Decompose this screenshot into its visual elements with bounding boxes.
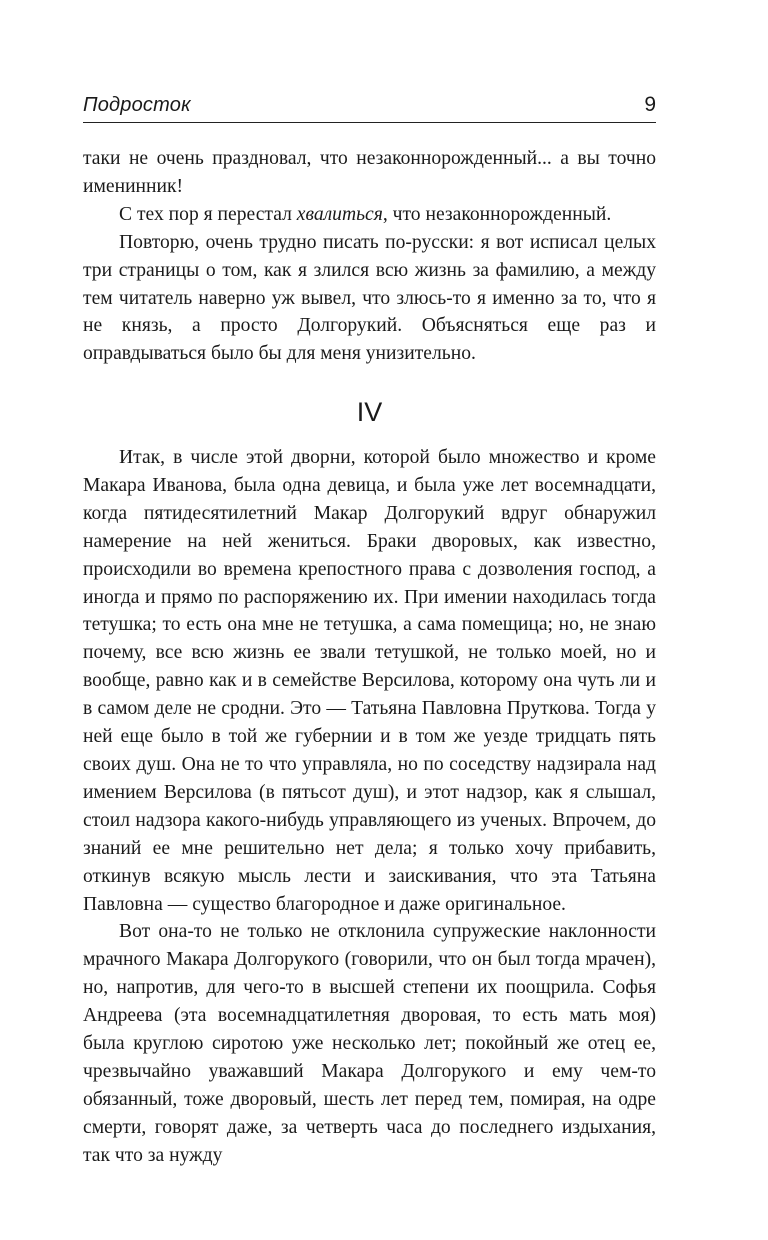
paragraph-boasting-start: С тех пор я перестал xyxy=(119,203,297,225)
page-number: 9 xyxy=(644,93,656,116)
text-block-top xyxy=(83,145,656,368)
chapter-heading: IV xyxy=(356,397,383,427)
emphasized-word: хвалиться xyxy=(296,203,383,225)
paragraph-writing-russian: Повторю, очень трудно писать по-русски: я вот исписал целых три страницы о том, как я злился всю жизнь за фамилию, а между тем читатель наверно уж вывел, что злюсь-то я именно за то, что я не князь, а просто Долгорукий. Объясняться еще раз и оправдываться было бы для меня унизительно. xyxy=(83,231,656,365)
running-header xyxy=(83,90,656,123)
paragraph-household: Итак, в числе этой дворни, которой было множество и кроме Макара Иванова, была одна девица, и была уже лет восемнадцати, когда пятидесятилетний Макар Долгорукий вдруг обнаружил намерение на ней жениться. Браки дворовых, как известно, происходили во времена крепостного права с дозволения господ, а иногда и прямо по распоряжению их. При имении находилась тогда тетушка; то есть она мне не тетушка, а сама помещица; но, не знаю почему, все всю жизнь ее звали тетушкой, не только моей, но и вообще, равно как и в семействе Версилова, которому она чуть ли и в самом деле не сродни. Это — Татьяна Павловна Пруткова. Тогда у ней еще было в той же губернии и в том же уезде тридцать пять своих душ. Она не то что управляла, но по соседству надзирала над имением Версилова (в пятьсот душ), и этот надзор, как я слышал, стоил надзора какого-нибудь управляющего из ученых. Впрочем, до знаний ее мне решительно нет дела; я только хочу прибавить, откинув всякую мысль лести и заискивания, что эта Татьяна Павловна — существо благородное и даже оригинальное. xyxy=(83,447,656,915)
paragraph-marriage: Вот она-то не только не отклонила супружеские наклонности мрачного Макара Долгорукого (говорили, что он был тогда мрачен), но, напротив, для чего-то в высшей степени их поощрила. Софья Андреева (эта восемнадцатилетняя дворовая, то есть мать моя) была круглою сиротою уже несколько лет; покойный же отец ее, чрезвычайно уважавший Макара Долгорукого и ему чем-то обязанный, тоже дворовый, шесть лет перед тем, помирая, на одре смерти, говорят даже, за четверть часа до последнего издыхания, так что за нужду xyxy=(83,921,656,1166)
running-title: Подросток xyxy=(83,94,191,116)
paragraph-boasting xyxy=(83,201,656,229)
text-block-bottom xyxy=(83,444,656,1170)
paragraph-continuation: таки не очень праздновал, что незаконнорожденный... а вы точно именинник! xyxy=(83,148,656,197)
paragraph-boasting-end: , что незаконнорожденный. xyxy=(382,203,612,225)
